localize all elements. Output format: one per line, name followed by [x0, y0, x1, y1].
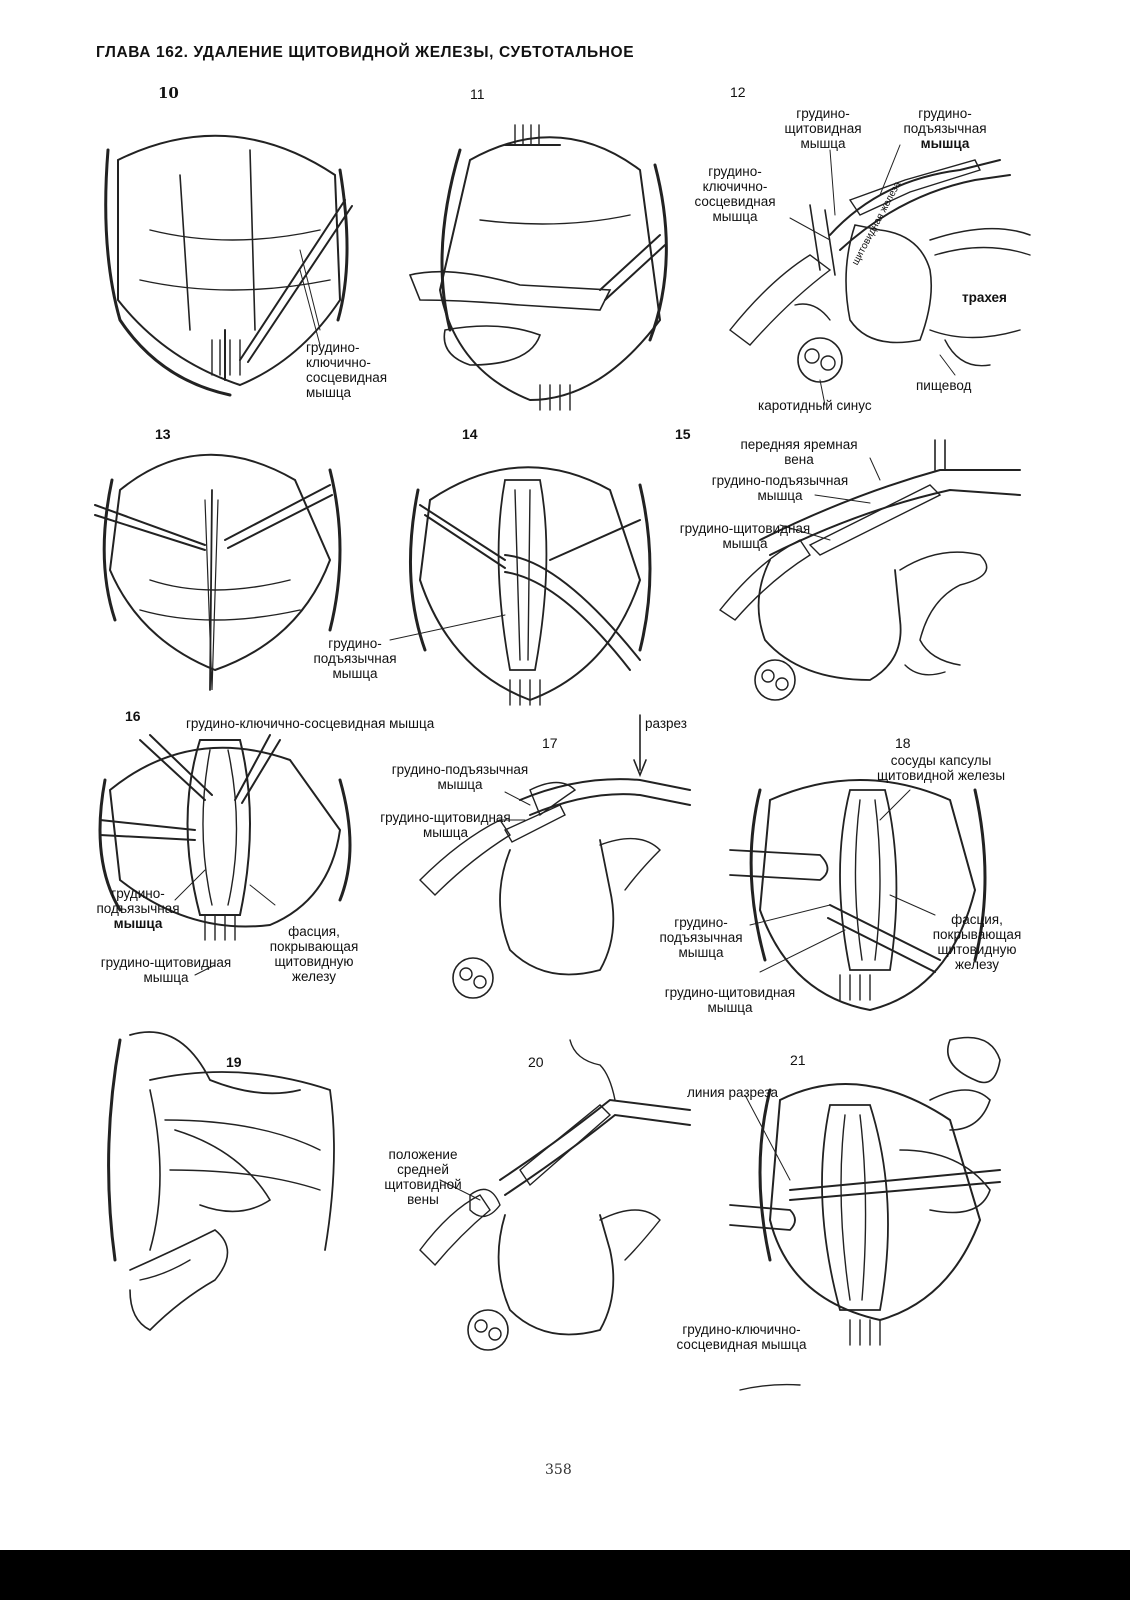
fig12-label-sternothyroid: грудино- щитовидная мышца — [784, 106, 862, 151]
figure-16-number: 16 — [125, 708, 141, 724]
figure-19-number: 19 — [226, 1054, 242, 1070]
figure-17-number: 17 — [542, 735, 558, 751]
fig18-label-vessels: сосуды капсулы щитовидной железы — [876, 753, 1006, 783]
figure-21-number: 21 — [790, 1052, 806, 1068]
fig12-label-scm: грудино- ключично- сосцевидная мышца — [694, 164, 776, 224]
figure-12-number: 12 — [730, 84, 746, 100]
fig14-label: грудино- подъязычная мышца — [313, 636, 397, 681]
fig17-label-sternothyroid: грудино-щитовидная мышца — [380, 810, 511, 840]
leader-lines — [175, 145, 955, 1200]
fig16-label-fascia: фасция, покрывающая щитовидную железу — [269, 924, 359, 984]
fig16-label-sternohyoid: грудино- подъязычная мышца — [96, 886, 180, 931]
fig12-label-trachea: трахея — [962, 290, 1007, 305]
fig12-label-carotid: каротидный синус — [758, 398, 872, 413]
fig21-label-scm: грудино-ключично- сосцевидная мышца — [676, 1322, 807, 1352]
fig15-label-sternohyoid: грудино-подъязычная мышца — [711, 473, 849, 503]
page-title: ГЛАВА 162. УДАЛЕНИЕ ЩИТОВИДНОЙ ЖЕЛЕЗЫ, СУБТОТАЛЬНОЕ — [96, 44, 635, 61]
figure-19-drawing — [109, 1032, 334, 1330]
fig18-label-fascia: фасция, покрывающая щитовидную железу — [932, 912, 1022, 972]
fig21-label-cutline: линия разреза — [687, 1085, 778, 1100]
fig17-label-sternohyoid: грудино-подъязычная мышца — [391, 762, 529, 792]
fig16-label-sternothyroid: грудино-щитовидная мышца — [100, 955, 232, 985]
fig15-label-sternothyroid: грудино-щитовидная мышца — [679, 521, 811, 551]
page-number: 358 — [545, 1462, 572, 1478]
fig20-label-vein: положение средней щитовидной вены — [384, 1147, 462, 1207]
figure-14-number: 14 — [462, 426, 478, 442]
fig12-label-esophagus: пищевод — [916, 378, 972, 393]
fig18-label-sternothyroid: грудино-щитовидная мышца — [664, 985, 796, 1015]
fig10-label: грудино- ключично- сосцевидная мышца — [306, 340, 388, 400]
figure-15-number: 15 — [675, 426, 691, 442]
fig12-label-gland: щитовидная железа — [850, 179, 904, 268]
fig12-label-sternohyoid: грудино- подъязычная мышца — [903, 106, 987, 151]
figure-18-number: 18 — [895, 735, 911, 751]
fig15-label-jugular: передняя яремная вена — [740, 437, 858, 467]
figure-14-drawing — [410, 467, 650, 705]
figure-11-drawing — [410, 125, 666, 410]
fig18-label-sternohyoid: грудино- подъязычная мышца — [659, 915, 743, 960]
figure-20-number: 20 — [528, 1054, 544, 1070]
fig17-label-incision: разрез — [645, 716, 687, 731]
figure-10-number: 10 — [158, 84, 179, 102]
figure-13-number: 13 — [155, 426, 171, 442]
scan-border — [0, 1550, 1130, 1600]
figure-18-drawing — [730, 780, 985, 1010]
fig16-label-scm: грудино-ключично-сосцевидная мышца — [186, 716, 435, 731]
figure-11-number: 11 — [470, 86, 485, 102]
